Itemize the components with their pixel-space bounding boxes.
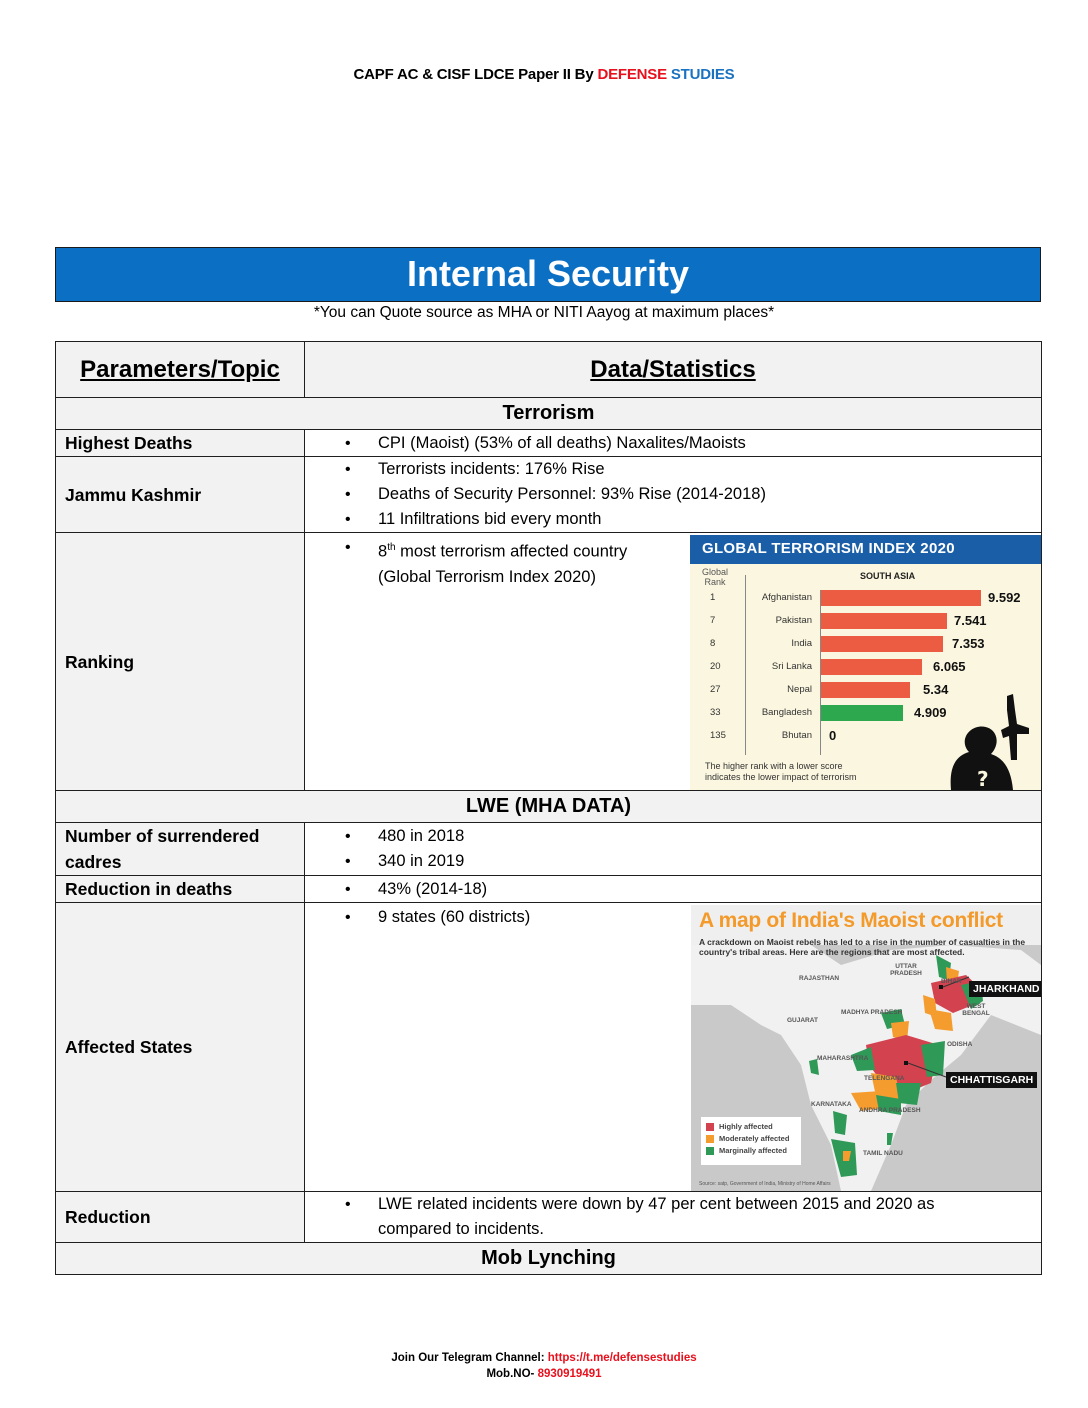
param-surrendered-cadres: Number of surrendered cadres [56, 823, 305, 876]
map-label-telangana: TELENGANA [864, 1075, 905, 1082]
list-item: • 480 in 2018 [345, 824, 1041, 849]
section-terrorism: Terrorism [56, 398, 1042, 430]
page-footer [0, 1350, 1088, 1382]
map-label-ap: ANDHRA PRADESH [859, 1107, 921, 1114]
header-prefix: CAPF AC & CISF LDCE Paper II By [353, 66, 598, 83]
list-item: • CPI (Maoist) (53% of all deaths) Naxalites/Maoists [345, 431, 1041, 456]
rank-suffix: th [387, 542, 396, 553]
source-note: *You can Quote source as MHA or NITI Aayog at maximum places* [313, 304, 775, 321]
section-mob-lynching: Mob Lynching [56, 1243, 1042, 1275]
militant-silhouette-icon [933, 690, 1033, 790]
map-subtitle: A crackdown on Maoist rebels has led to a rise in the number of casualties in the country's tribal areas. Here are the regions that are most affected. [699, 937, 1026, 957]
rank-text: most terrorism affected country [395, 542, 628, 561]
gti-bar [821, 613, 947, 629]
gti-note: The higher rank with a lower score indicates the lower impact of terrorism [705, 761, 857, 782]
map-label-maharashtra: MAHARASHTRA [817, 1055, 869, 1062]
table-row [56, 430, 1042, 457]
table-row [56, 533, 1042, 791]
section-title-banner: Internal Security [55, 247, 1041, 302]
col-header-data: Data/Statistics [305, 342, 1042, 398]
gti-chart-image [690, 535, 1041, 790]
gti-row: 27 Nepal 5.34 [710, 682, 949, 697]
table-row [56, 876, 1042, 903]
gti-row: 7 Pakistan 7.541 [710, 613, 987, 628]
gti-title: GLOBAL TERRORISM INDEX 2020 [690, 535, 1041, 564]
table-row [56, 457, 1042, 533]
data-affected-states [305, 903, 1042, 1192]
gti-row: 33 Bangladesh 4.909 [710, 705, 947, 720]
data-reduction [305, 1192, 1042, 1243]
brand-studies: STUDIES [670, 66, 735, 83]
data-table [55, 341, 1042, 1275]
svg-text:?: ? [977, 767, 989, 790]
data-reduction-deaths [305, 876, 1042, 903]
gti-row: 135 Bhutan 0 [710, 728, 837, 743]
maoist-conflict-map-image [691, 905, 1041, 1191]
list-item: • LWE related incidents were down by 47 per cent between 2015 and 2020 as compared to incidents. [345, 1192, 991, 1242]
mob-number: 8930919491 [537, 1368, 602, 1380]
map-label-wb: WEST BENGAL [962, 1003, 990, 1017]
section-lwe: LWE (MHA DATA) [56, 791, 1042, 823]
list-item: • Deaths of Security Personnel: 93% Rise (2014-2018) [345, 482, 1041, 507]
gti-row: 20 Sri Lanka 6.065 [710, 659, 966, 674]
param-affected-states: Affected States [56, 903, 305, 1192]
data-surrendered-cadres [305, 823, 1042, 876]
rank-number: 8 [378, 542, 388, 561]
gti-row: 8 India 7.353 [710, 636, 985, 651]
gti-bar [821, 636, 943, 652]
map-tag-jharkhand: JHARKHAND [969, 981, 1041, 997]
list-item: • Terrorists incidents: 176% Rise [345, 457, 1041, 482]
legend-item: Marginally affected [706, 1145, 796, 1157]
rank-source: (Global Terrorism Index 2020) [378, 567, 596, 586]
table-row [56, 1192, 1042, 1243]
telegram-label: Join Our Telegram Channel: [391, 1352, 548, 1364]
list-item: • 9 states (60 districts) [345, 905, 530, 930]
map-title: A map of India's Maoist conflict [699, 909, 1003, 932]
param-reduction-deaths: Reduction in deaths [56, 876, 305, 903]
map-label-gujarat: GUJARAT [787, 1017, 818, 1024]
gti-rank-header: Global Rank [702, 567, 729, 587]
param-ranking: Ranking [56, 533, 305, 791]
page-header [0, 66, 1088, 83]
map-label-tn: TAMIL NADU [863, 1150, 903, 1157]
param-jammu-kashmir: Jammu Kashmir [56, 457, 305, 533]
map-legend [701, 1117, 801, 1165]
list-item [345, 535, 627, 590]
param-highest-deaths: Highest Deaths [56, 430, 305, 457]
map-label-karnataka: KARNATAKA [811, 1101, 852, 1108]
table-row [56, 823, 1042, 876]
map-label-up: UTTAR PRADESH [890, 963, 922, 977]
gti-subtitle: SOUTH ASIA [860, 571, 916, 581]
map-label-odisha: ODISHA [947, 1041, 973, 1048]
data-highest-deaths [305, 430, 1042, 457]
legend-item: Moderately affected [706, 1133, 796, 1145]
brand-defense: DEFENSE [597, 66, 667, 83]
mob-label: Mob.NO- [486, 1368, 538, 1380]
map-label-rajasthan: RAJASTHAN [799, 975, 840, 982]
gti-bar [821, 682, 910, 698]
list-item: • 11 Infiltrations bid every month [345, 507, 1041, 532]
telegram-link[interactable]: https://t.me/defensestudies [547, 1352, 697, 1364]
map-tag-chhattisgarh: CHHATTISGARH [946, 1072, 1037, 1088]
map-source: Source: satp, Government of India, Ministry of Home Affairs [699, 1181, 831, 1187]
gti-bar [821, 705, 903, 721]
map-label-mp: MADHYA PRADESH [841, 1009, 903, 1016]
legend-item: Highly affected [706, 1121, 796, 1133]
gti-bar [821, 590, 981, 606]
col-header-parameters: Parameters/Topic [56, 342, 305, 398]
param-reduction: Reduction [56, 1192, 305, 1243]
list-item: • 340 in 2019 [345, 849, 1041, 874]
gti-bar [821, 659, 922, 675]
map-label-bihar: BIHAR [941, 978, 962, 985]
gti-row: 1 Afghanistan 9.592 [710, 590, 1021, 605]
data-ranking [305, 533, 1042, 791]
list-item: • 43% (2014-18) [345, 877, 1041, 902]
table-row [56, 903, 1042, 1192]
data-jammu-kashmir [305, 457, 1042, 533]
